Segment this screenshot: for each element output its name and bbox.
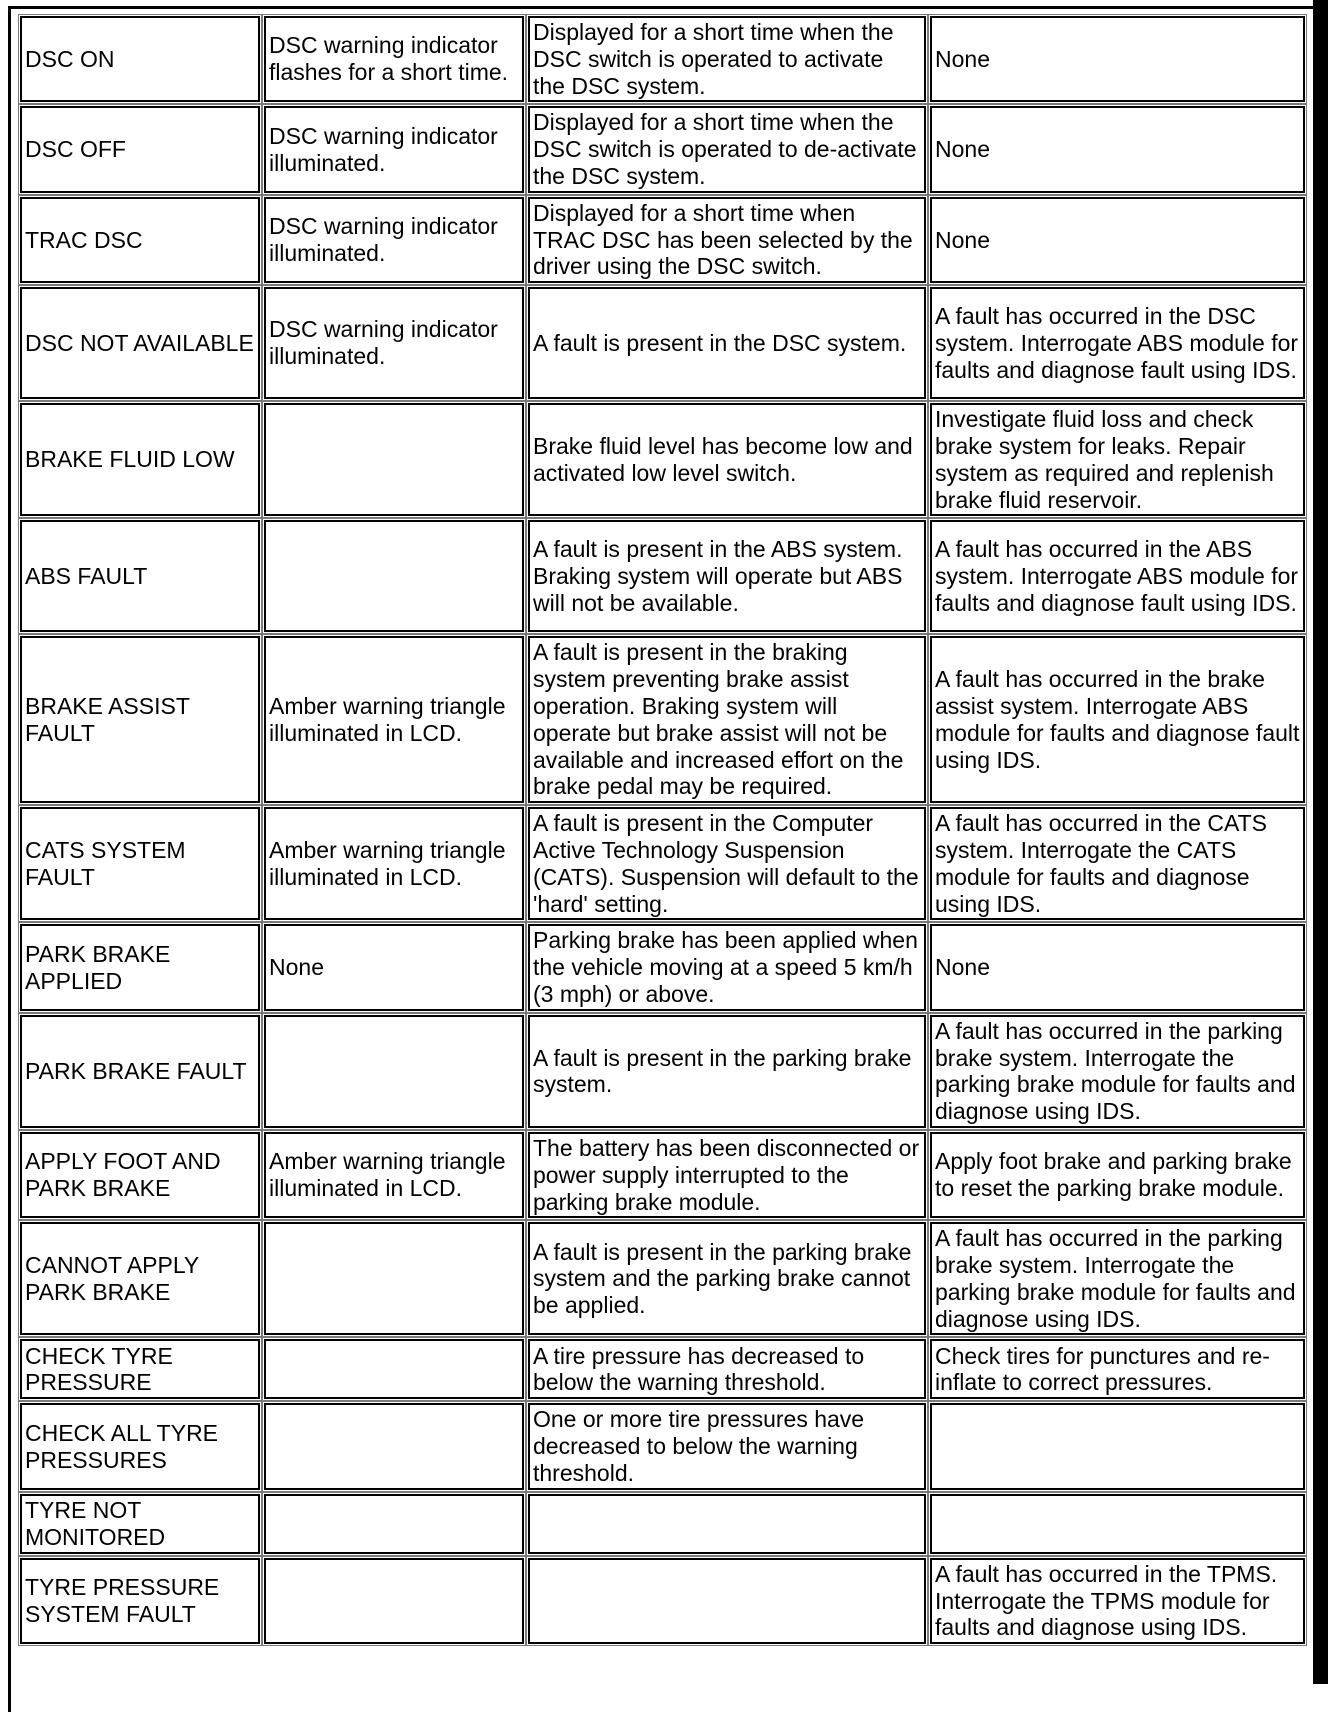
action-cell: A fault has occurred in the TPMS. Interrogate the TPMS module for faults and diagnose using IDS. xyxy=(930,1558,1305,1644)
action-cell: A fault has occurred in the DSC system. Interrogate ABS module for faults and diagnose fault using IDS. xyxy=(930,287,1305,399)
indication-cell xyxy=(264,1403,524,1489)
table-row xyxy=(20,16,1305,102)
message-cell: BRAKE FLUID LOW xyxy=(20,403,260,516)
description-cell: A fault is present in the Computer Active Technology Suspension (CATS). Suspension will default to the 'hard' setting. xyxy=(528,807,926,920)
indication-cell: None xyxy=(264,924,524,1010)
table-row xyxy=(20,1132,1305,1218)
message-cell: DSC OFF xyxy=(20,106,260,192)
table-row xyxy=(20,197,1305,283)
message-cell: DSC NOT AVAILABLE xyxy=(20,287,260,399)
message-cell: PARK BRAKE FAULT xyxy=(20,1015,260,1128)
description-cell: The battery has been disconnected or power supply interrupted to the parking brake module. xyxy=(528,1132,926,1218)
table-row xyxy=(20,1403,1305,1489)
description-cell: A tire pressure has decreased to below the warning threshold. xyxy=(528,1339,926,1399)
action-cell: A fault has occurred in the brake assist system. Interrogate ABS module for faults and diagnose fault using IDS. xyxy=(930,636,1305,803)
action-cell: A fault has occurred in the CATS system. Interrogate the CATS module for faults and diagnose using IDS. xyxy=(930,807,1305,920)
indication-cell: DSC warning indicator illuminated. xyxy=(264,197,524,283)
action-cell: A fault has occurred in the ABS system. Interrogate ABS module for faults and diagnose fault using IDS. xyxy=(930,520,1305,632)
message-cell: CHECK ALL TYRE PRESSURES xyxy=(20,1403,260,1489)
indication-cell xyxy=(264,1558,524,1644)
description-cell: A fault is present in the DSC system. xyxy=(528,287,926,399)
action-cell xyxy=(930,1494,1305,1554)
indication-cell: Amber warning triangle illuminated in LCD. xyxy=(264,1132,524,1218)
action-cell: None xyxy=(930,197,1305,283)
window-edge-bar xyxy=(1313,0,1328,1684)
description-cell: One or more tire pressures have decreased to below the warning threshold. xyxy=(528,1403,926,1489)
indication-cell xyxy=(264,1494,524,1554)
indication-cell: DSC warning indicator flashes for a short time. xyxy=(264,16,524,102)
table-row xyxy=(20,807,1305,920)
indication-cell xyxy=(264,403,524,516)
message-cell: ABS FAULT xyxy=(20,520,260,632)
description-cell: Displayed for a short time when the DSC switch is operated to activate the DSC system. xyxy=(528,16,926,102)
description-cell: A fault is present in the parking brake system and the parking brake cannot be applied. xyxy=(528,1222,926,1335)
indication-cell: DSC warning indicator illuminated. xyxy=(264,106,524,192)
description-cell: Brake fluid level has become low and activated low level switch. xyxy=(528,403,926,516)
message-cell: TYRE PRESSURE SYSTEM FAULT xyxy=(20,1558,260,1644)
action-cell: None xyxy=(930,16,1305,102)
description-cell: A fault is present in the ABS system. Braking system will operate but ABS will not be available. xyxy=(528,520,926,632)
indication-cell xyxy=(264,1339,524,1399)
description-cell: A fault is present in the braking system preventing brake assist operation. Braking system will operate but brake assist will not be available and increased effort on the brake pedal may be required. xyxy=(528,636,926,803)
description-cell xyxy=(528,1558,926,1644)
action-cell: Check tires for punctures and re-inflate to correct pressures. xyxy=(930,1339,1305,1399)
table-row xyxy=(20,403,1305,516)
action-cell: None xyxy=(930,106,1305,192)
indication-cell: DSC warning indicator illuminated. xyxy=(264,287,524,399)
description-cell xyxy=(528,1494,926,1554)
message-cell: TYRE NOT MONITORED xyxy=(20,1494,260,1554)
message-cell: CHECK TYRE PRESSURE xyxy=(20,1339,260,1399)
table-row xyxy=(20,287,1305,399)
indication-cell xyxy=(264,1015,524,1128)
message-cell: TRAC DSC xyxy=(20,197,260,283)
description-cell: A fault is present in the parking brake system. xyxy=(528,1015,926,1128)
table-row xyxy=(20,106,1305,192)
table-row xyxy=(20,1494,1305,1554)
message-cell: PARK BRAKE APPLIED xyxy=(20,924,260,1010)
message-cell: APPLY FOOT AND PARK BRAKE xyxy=(20,1132,260,1218)
table-body xyxy=(20,16,1305,1644)
action-cell: Apply foot brake and parking brake to reset the parking brake module. xyxy=(930,1132,1305,1218)
warning-messages-table xyxy=(16,12,1309,1648)
table-row xyxy=(20,520,1305,632)
indication-cell xyxy=(264,520,524,632)
action-cell: A fault has occurred in the parking brake system. Interrogate the parking brake module for faults and diagnose using IDS. xyxy=(930,1015,1305,1128)
table-row xyxy=(20,1558,1305,1644)
message-cell: DSC ON xyxy=(20,16,260,102)
action-cell: None xyxy=(930,924,1305,1010)
table-row xyxy=(20,924,1305,1010)
description-cell: Displayed for a short time when TRAC DSC has been selected by the driver using the DSC switch. xyxy=(528,197,926,283)
table-row xyxy=(20,1015,1305,1128)
indication-cell xyxy=(264,1222,524,1335)
table-row xyxy=(20,1222,1305,1335)
action-cell: A fault has occurred in the parking brake system. Interrogate the parking brake module for faults and diagnose using IDS. xyxy=(930,1222,1305,1335)
message-cell: BRAKE ASSIST FAULT xyxy=(20,636,260,803)
message-cell: CATS SYSTEM FAULT xyxy=(20,807,260,920)
indication-cell: Amber warning triangle illuminated in LCD. xyxy=(264,636,524,803)
message-cell: CANNOT APPLY PARK BRAKE xyxy=(20,1222,260,1335)
indication-cell: Amber warning triangle illuminated in LCD. xyxy=(264,807,524,920)
action-cell: Investigate fluid loss and check brake system for leaks. Repair system as required and replenish brake fluid reservoir. xyxy=(930,403,1305,516)
table-row xyxy=(20,1339,1305,1399)
description-cell: Parking brake has been applied when the vehicle moving at a speed 5 km/h (3 mph) or above. xyxy=(528,924,926,1010)
description-cell: Displayed for a short time when the DSC switch is operated to de-activate the DSC system. xyxy=(528,106,926,192)
action-cell xyxy=(930,1403,1305,1489)
table-row xyxy=(20,636,1305,803)
